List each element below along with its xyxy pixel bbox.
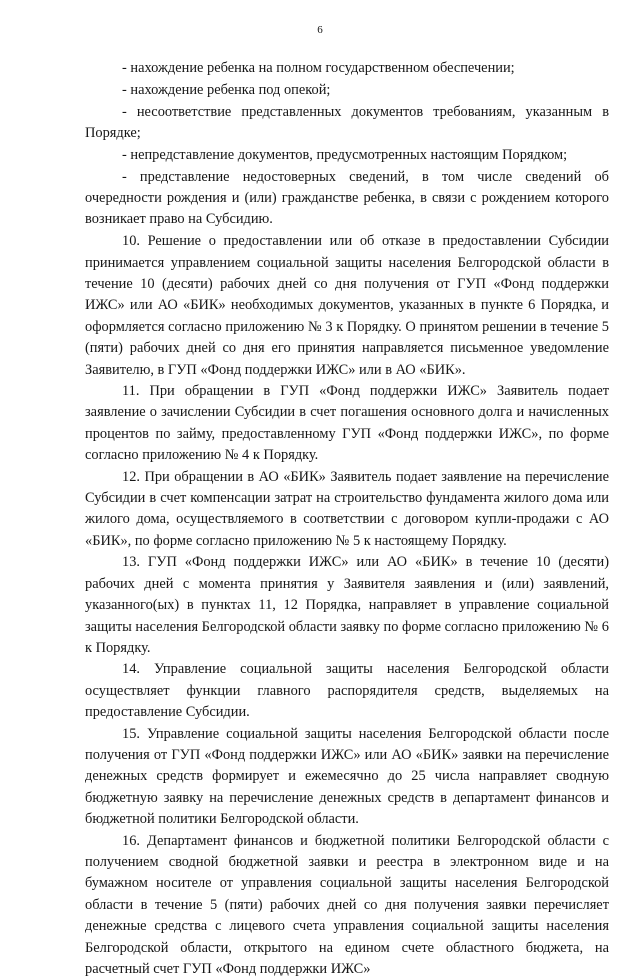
list-item: - представление недостоверных сведений, в том числе сведений об очередности рождения и (или) гражданстве ребенка, в связи с рождением которого возникает право на Субсидию. [85, 168, 609, 228]
paragraph-14: 14. Управление социальной защиты населения Белгородской области осуществляет функции главного распорядителя средств, выделяемых на предоставление Субсидии. [85, 661, 609, 721]
list-item: - нахождение ребенка на полном государственном обеспечении; [122, 60, 515, 76]
document-body [85, 58, 609, 980]
page-number: 6 [317, 24, 323, 36]
list-item: - несоответствие представленных документов требованиям, указанным в Порядке; [85, 103, 609, 141]
paragraph-13: 13. ГУП «Фонд поддержки ИЖС» или АО «БИК» в течение 10 (десяти) рабочих дней с момента принятия у Заявителя заявления и (или) заявлений, указанного(ых) в пунктах 11, 12 Порядка, направляет в управление социальной защиты населения Белгородской области заявку по форме согласно приложению № 6 к Порядку. [85, 554, 609, 656]
list-item: - нахождение ребенка под опекой; [122, 81, 331, 98]
paragraph-11: 11. При обращении в ГУП «Фонд поддержки ИЖС» Заявитель подает заявление о зачислении Субсидии в счет погашения основного долга и начисленных процентов по займу, предоставленному ГУП «Фонд поддержки ИЖС», по форме согласно приложению № 4 к Порядку. [85, 383, 609, 464]
paragraph-15: 15. Управление социальной защиты населения Белгородской области после получения от ГУП «Фонд поддержки ИЖС» или АО «БИК» заявки на перечисление денежных средств формирует и ежемесячно до 25 числа направляет сводную бюджетную заявку на перечисление денежных средств в департамент финансов и бюджетной политики Белгородской области. [85, 725, 609, 828]
list-item: - непредставление документов, предусмотренных настоящим Порядком; [122, 146, 568, 163]
paragraph-12: 12. При обращении в АО «БИК» Заявитель подает заявление на перечисление Субсидии в счет компенсации затрат на строительство фундамента жилого дома или жилого дома, осуществляемого в соответствии с договором купли-продажи с АО «БИК», по форме согласно приложению № 5 к настоящему Порядку. [85, 468, 609, 549]
paragraph-10: 10. Решение о предоставлении или об отказе в предоставлении Субсидии принимается управлением социальной защиты населения Белгородской области в течение 10 (десяти) рабочих дней со дня получения от ГУП «Фонд поддержки ИЖС» или АО «БИК» необходимых документов, указанных в пункте 6 Порядка, и оформляется согласно приложению № 3 к Порядку. О принятом решении в течение 5 (пяти) рабочих дней со дня его принятия направляется письменное уведомление Заявителю, в ГУП «Фонд поддержки ИЖС» или в АО «БИК». [85, 233, 609, 378]
paragraph-16: 16. Департамент финансов и бюджетной политики Белгородской области с получением сводной бюджетной заявки и реестра в электронном виде и на бумажном носителе от управления социальной защиты населения Белгородской области в течение 5 (пяти) рабочих дней со дня получения заявки перечисляет денежные средства с лицевого счета управления социальной защиты населения Белгородской области, открытого на едином счете областного бюджета, на расчетный счет ГУП «Фонд поддержки ИЖС» [85, 832, 609, 978]
